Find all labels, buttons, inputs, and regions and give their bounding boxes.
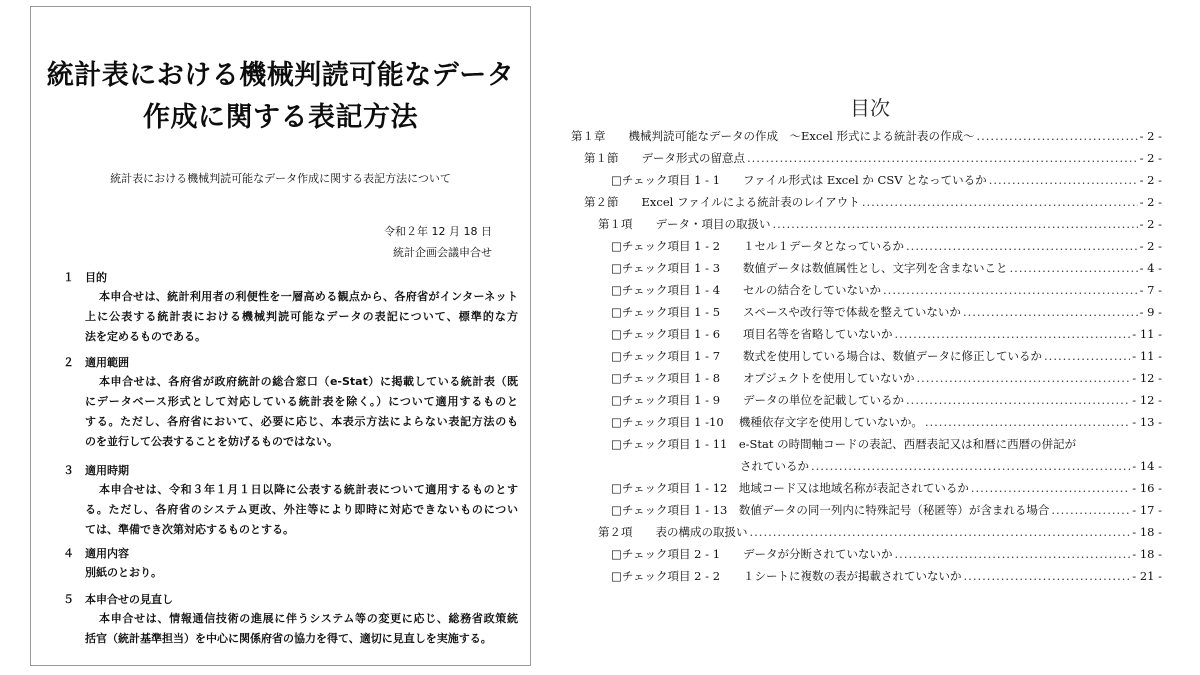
toc-entry-page: - 7 - [1139, 283, 1162, 297]
toc-entry-label: □チェック項目 1 - 4 セルの結合をしていないか [611, 283, 882, 297]
toc-entry-check-1-11-cont[interactable] [740, 457, 1162, 475]
document-title-line1: 統計表における機械判読可能なデータ [46, 60, 515, 91]
section-text-line: 本申合せは、各府省が政府統計の総合窓口（e-Stat）に掲載している統計表（既 [99, 375, 518, 388]
section-text-line: 本申合せは、情報通信技術の進展に伴うシステム等の変更に応じ、総務省政策統 [99, 612, 518, 625]
toc-entry-check-1-6[interactable] [611, 325, 1162, 343]
toc-leader-dots [906, 391, 1130, 409]
toc-leader-dots [811, 457, 1130, 475]
section-text-line: のを並行して公表することを妨げるものではない。 [85, 435, 338, 448]
toc-leader-dots [1044, 347, 1130, 365]
toc-entry-item-1[interactable] [598, 215, 1162, 233]
toc-entry-page: - 13 - [1132, 415, 1162, 429]
section-title: 適用内容 [85, 547, 129, 560]
toc-entry-label: □チェック項目 1 - 5 スペースや改行等で体裁を整えていないか [611, 305, 961, 319]
toc-entry-label: されているか [740, 459, 809, 473]
toc-entry-page: - 2 - [1139, 195, 1162, 209]
document-cover-page [30, 6, 531, 666]
toc-entry-chapter-1[interactable] [571, 127, 1162, 145]
toc-entry-check-1-4[interactable] [611, 281, 1162, 299]
toc-entry-check-1-13[interactable] [611, 501, 1162, 519]
document-organization: 統計企画会議申合せ [393, 246, 492, 259]
toc-leader-dots [971, 479, 1130, 497]
section-text-line: 本申合せは、令和３年１月１日以降に公表する統計表について適用するものとす [99, 483, 518, 496]
document-subtitle: 統計表における機械判読可能なデータ作成に関する表記方法について [110, 172, 451, 185]
section-text-line: 括官（統計基準担当）を中心に関係府省の協力を得て、適切に見直しを実施する。 [85, 632, 492, 645]
toc-leader-dots [747, 149, 1138, 167]
toc-leader-dots [1010, 259, 1138, 277]
toc-entry-check-1-7[interactable] [611, 347, 1162, 365]
section-heading [63, 269, 518, 287]
section-text-line: る。ただし、各府省のシステム更改、外注等により即時に対応できないものについ [85, 503, 518, 516]
section-number: １ [63, 271, 74, 284]
toc-entry-section-2[interactable] [584, 193, 1162, 211]
section-purpose [63, 269, 518, 347]
toc-leader-dots [750, 523, 1131, 541]
toc-entry-page: - 14 - [1132, 459, 1162, 473]
toc-entry-page: - 12 - [1132, 393, 1162, 407]
toc-leader-dots [916, 369, 1130, 387]
toc-entry-label: □チェック項目 1 - 3 数値データは数値属性とし、文字列を含まないこと [611, 261, 1008, 275]
section-content [63, 545, 518, 583]
toc-entry-label: 第２項 表の構成の取扱い [598, 525, 748, 539]
section-title: 本申合せの見直し [85, 593, 173, 606]
toc-entry-page: - 21 - [1132, 569, 1162, 583]
toc-entry-page: - 2 - [1139, 129, 1162, 143]
toc-entry-page: - 18 - [1132, 547, 1162, 561]
toc-entry-label: □チェック項目 2 - 2 １シートに複数の表が掲載されていないか [611, 569, 962, 583]
section-text-line: ては、準備でき次第対応するものとする。 [85, 523, 294, 536]
section-text-line: 本申合せは、統計利用者の利便性を一層高める観点から、各府省がインターネット [99, 290, 518, 303]
section-text-line: 上に公表する統計表における機械判読可能なデータの表記について、標準的な方 [85, 310, 518, 323]
toc-leader-dots [906, 237, 1138, 255]
toc-entry-check-1-5[interactable] [611, 303, 1162, 321]
toc-entry-label: □チェック項目 1 - 12 地域コード又は地域名称が表記されているか [611, 481, 969, 495]
toc-leader-dots [895, 545, 1131, 563]
toc-leader-dots [862, 193, 1138, 211]
toc-entry-label: □チェック項目 1 - 1 ファイル形式は Excel か CSV となっているか [611, 173, 987, 187]
toc-entry-label: 第２節 Excel ファイルによる統計表のレイアウト [584, 195, 860, 209]
toc-entry-label: □チェック項目 2 - 1 データが分断されていないか [611, 547, 893, 561]
section-text-line: 法を定めるものである。 [85, 330, 206, 343]
toc-entry-check-1-1[interactable] [611, 171, 1162, 189]
toc-entry-label: 第１章 機械判読可能なデータの作成 ～Excel 形式による統計表の作成～ [571, 129, 975, 143]
toc-entry-label: □チェック項目 1 - 9 データの単位を記載しているか [611, 393, 905, 407]
toc-entry-check-1-11[interactable] [611, 435, 1162, 453]
toc-entry-check-1-10[interactable] [611, 413, 1162, 431]
section-text-line: 別紙のとおり。 [85, 566, 162, 579]
section-text-line: する。ただし、各府省において、必要に応じ、本表示方法によらない表記方法のも [85, 415, 518, 428]
toc-entry-page: - 17 - [1132, 503, 1162, 517]
section-scope [63, 354, 518, 452]
toc-entry-label: □チェック項目 1 -10 機種依存文字を使用していないか。 [611, 415, 923, 429]
toc-leader-dots [773, 215, 1138, 233]
toc-entry-page: - 11 - [1132, 349, 1162, 363]
toc-entry-page: - 16 - [1132, 481, 1162, 495]
section-number: ２ [63, 356, 74, 369]
section-effective-date [63, 462, 518, 540]
section-text-line: にデータベース形式として対応している統計表を除く。）について適用するものと [85, 395, 518, 408]
toc-entry-page: - 18 - [1132, 525, 1162, 539]
toc-entry-label: □チェック項目 1 - 7 数式を使用している場合は、数値データに修正しているか [611, 349, 1043, 363]
toc-leader-dots [976, 127, 1137, 145]
section-heading [63, 591, 518, 609]
section-title: 適用時期 [85, 464, 129, 477]
toc-entry-page: - 2 - [1139, 217, 1162, 231]
toc-entry-item-2[interactable] [598, 523, 1162, 541]
toc-leader-dots [963, 303, 1138, 321]
toc-leader-dots [989, 171, 1138, 189]
toc-leader-dots [925, 413, 1130, 431]
toc-entry-label: □チェック項目 1 - 6 項目名等を省略していないか [611, 327, 893, 341]
section-title: 目的 [85, 271, 107, 284]
section-title: 適用範囲 [85, 356, 129, 369]
toc-entry-label: □チェック項目 1 - 8 オブジェクトを使用していないか [611, 371, 915, 385]
section-number: ４ [63, 547, 74, 560]
section-review [63, 591, 518, 649]
toc-entry-check-1-3[interactable] [611, 259, 1162, 277]
toc-entry-page: - 2 - [1139, 151, 1162, 165]
section-heading [63, 545, 518, 563]
toc-leader-dots [895, 325, 1131, 343]
section-heading [63, 462, 518, 480]
toc-entry-page: - 9 - [1139, 305, 1162, 319]
section-number: ５ [63, 593, 74, 606]
toc-entry-label: □チェック項目 1 - 11 e-Stat の時間軸コードの表記、西暦表記又は和暦に西暦の併記が [611, 437, 1077, 451]
toc-leader-dots [883, 281, 1138, 299]
toc-entry-check-1-9[interactable] [611, 391, 1162, 409]
toc-entry-check-2-1[interactable] [611, 545, 1162, 563]
toc-entry-label: 第１項 データ・項目の取扱い [598, 217, 771, 231]
section-heading [63, 354, 518, 372]
toc-entry-label: □チェック項目 1 - 2 １セル１データとなっているか [611, 239, 905, 253]
toc-entry-page: - 2 - [1139, 173, 1162, 187]
toc-entry-label: 第１節 データ形式の留意点 [584, 151, 745, 165]
toc-heading: 目次 [850, 96, 890, 120]
toc-leader-dots [964, 567, 1131, 585]
toc-entry-page: - 12 - [1132, 371, 1162, 385]
toc-entry-page: - 2 - [1139, 239, 1162, 253]
toc-entry-label: □チェック項目 1 - 13 数値データの同一列内に特殊記号（秘匿等）が含まれる場合 [611, 503, 1050, 517]
toc-leader-dots [1051, 501, 1130, 519]
toc-entry-check-2-2[interactable] [611, 567, 1162, 585]
toc-entry-page: - 11 - [1132, 327, 1162, 341]
toc-entry-section-1[interactable] [584, 149, 1162, 167]
document-title-line2: 作成に関する表記方法 [143, 102, 418, 133]
section-number: ３ [63, 464, 74, 477]
document-date: 令和２年 12 月 18 日 [384, 225, 492, 238]
toc-entry-check-1-8[interactable] [611, 369, 1162, 387]
toc-entry-check-1-12[interactable] [611, 479, 1162, 497]
toc-entry-check-1-2[interactable] [611, 237, 1162, 255]
toc-entry-page: - 4 - [1139, 261, 1162, 275]
